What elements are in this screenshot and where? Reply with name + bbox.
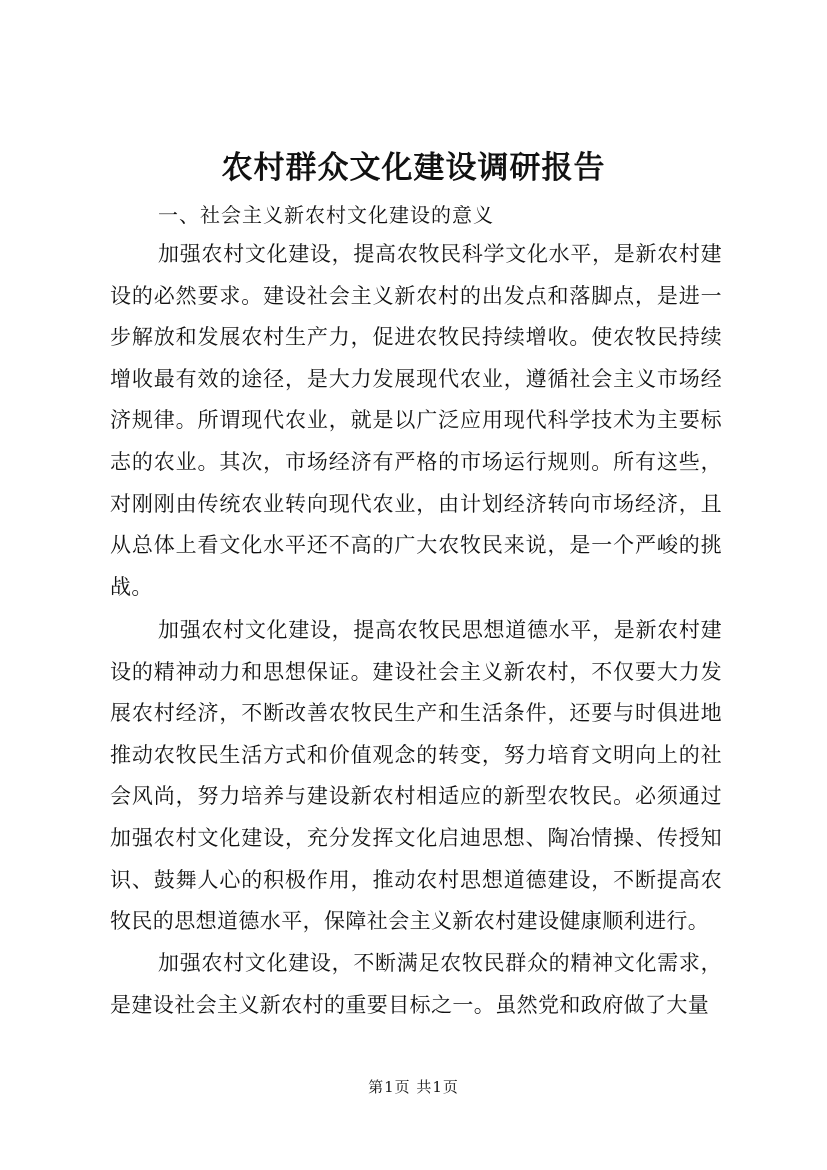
paragraph-1: 加强农村文化建设，提高农牧民科学文化水平，是新农村建设的必然要求。建设社会主义新农村的出发点和落脚点，是进一步解放和发展农村生产力，促进农牧民持续增收。使农牧民持续增收最有效的途径，是大力发展现代农业，遵循社会主义市场经济规律。所谓现代农业，就是以广泛应用现代科学技术为主要标志的农业。其次，市场经济有严格的市场运行规则。所有这些，对刚刚由传统农业转向现代农业，由计划经济转向市场经济，且从总体上看文化水平还不高的广大农牧民来说，是一个严峻的挑战。: [110, 242, 722, 599]
paragraph-3: 加强农村文化建设，不断满足农牧民群众的精神文化需求，是建设社会主义新农村的重要目标之一。虽然党和政府做了大量: [110, 951, 722, 1017]
document-title: 农村群众文化建设调研报告: [221, 150, 606, 186]
section-heading: 一、社会主义新农村文化建设的意义: [158, 203, 494, 227]
page-footer: 第1页 共1页: [368, 1078, 459, 1096]
paragraph-2: 加强农村文化建设，提高农牧民思想道德水平，是新农村建设的精神动力和思想保证。建设社会主义新农村，不仅要大力发展农村经济，不断改善农牧民生产和生活条件，还要与时俱进地推动农牧民生活方式和价值观念的转变，努力培育文明向上的社会风尚，努力培养与建设新农村相适应的新型农牧民。必须通过加强农村文化建设，充分发挥文化启迪思想、陶冶情操、传授知识、鼓舞人心的积极作用，推动农村思想道德建设，不断提高农牧民的思想道德水平，保障社会主义新农村建设健康顺利进行。: [110, 618, 722, 934]
